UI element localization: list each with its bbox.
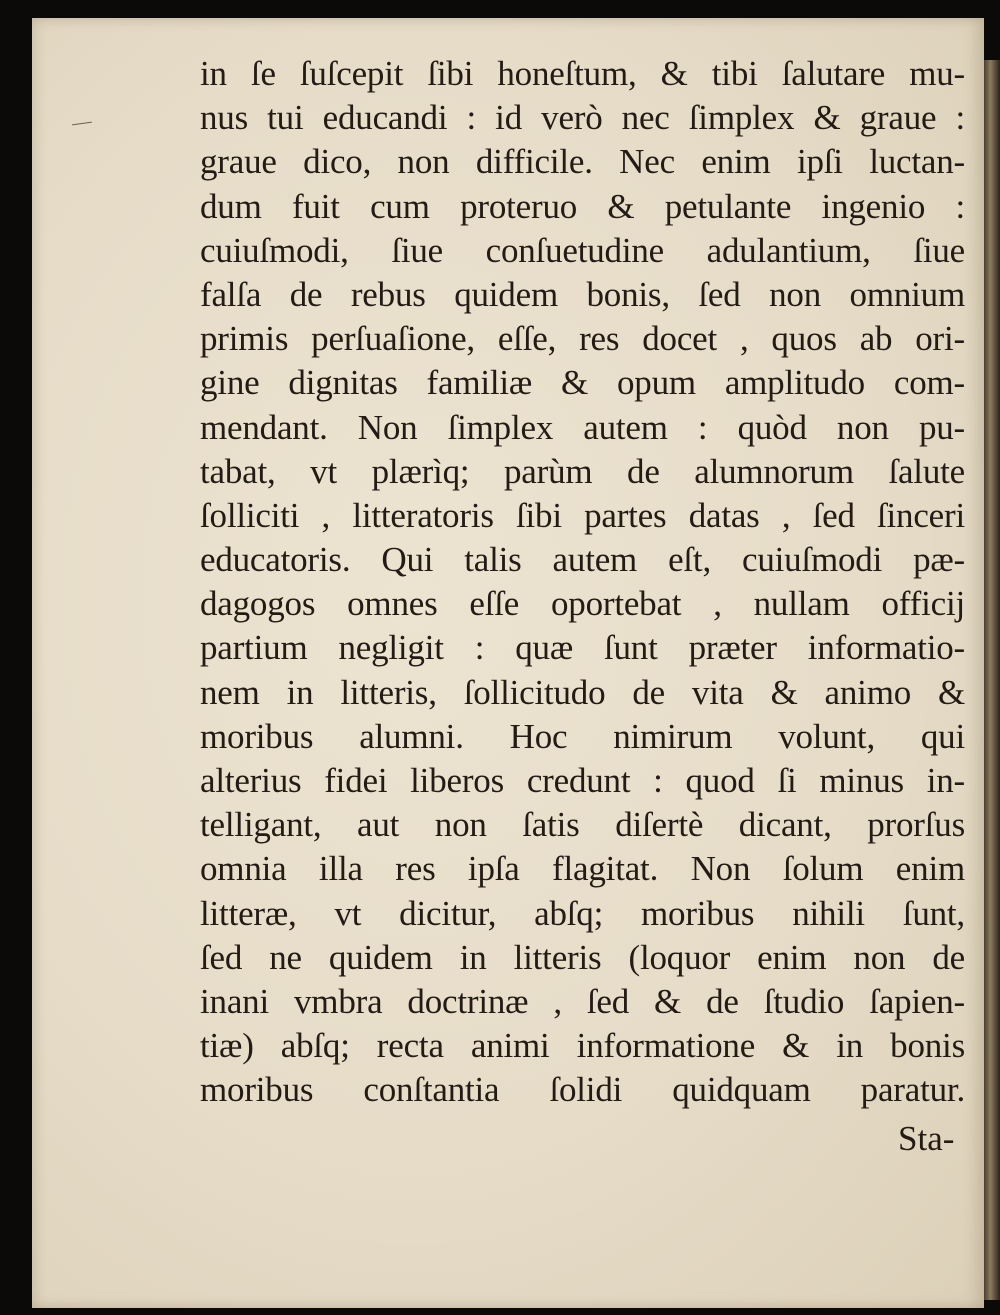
text-line: falſa de rebus quidem bonis, ſed non omnium (200, 274, 965, 314)
text-line: cuiuſmodi, ſiue conſuetudine adulantium, ſiue (200, 230, 965, 270)
text-line: alterius fidei liberos credunt : quod ſi minus in- (200, 761, 965, 800)
text-line: dum fuit cum proteruo & petulante ingenio : (200, 186, 965, 226)
text-line: ſolliciti , litteratoris ſibi partes datas , ſed ſinceri (200, 495, 965, 535)
text-line: litteræ, vt dicitur, abſq; moribus nihili ſunt, (200, 893, 965, 933)
text-line: tiæ) abſq; recta animi informatione & in bonis (200, 1026, 965, 1066)
book-edge (984, 60, 1000, 1300)
catchword: Sta- (898, 1119, 955, 1158)
text-line: moribus conſtantia ſolidi quidquam paratur. (200, 1070, 965, 1110)
text-line: educatoris. Qui talis autem eſt, cuiuſmodi pæ- (200, 540, 965, 580)
body-text (200, 52, 965, 1113)
text-line: mendant. Non ſimplex autem : quòd non pu- (200, 407, 965, 447)
text-line: nem in litteris, ſollicitudo de vita & animo & (200, 672, 965, 712)
text-line: partium negligit : quæ ſunt præter informatio- (200, 628, 965, 668)
text-line: ſed ne quidem in litteris (loquor enim non de (200, 937, 965, 977)
text-line: moribus alumni. Hoc nimirum volunt, qui (200, 716, 965, 756)
text-line: omnia illa res ipſa flagitat. Non ſolum enim (200, 849, 965, 889)
text-line: telligant, aut non ſatis diſertè dicant, prorſus (200, 805, 965, 845)
text-line: tabat, vt plærìq; parùm de alumnorum ſalute (200, 451, 965, 491)
text-line: nus tui educandi : id verò nec ſimplex & graue : (200, 98, 965, 138)
text-line: dagogos omnes eſſe oportebat , nullam officij (200, 584, 965, 624)
text-line: inani vmbra doctrinæ , ſed & de ſtudio ſapien- (200, 981, 965, 1021)
text-line: graue dico, non difficile. Nec enim ipſi luctan- (200, 142, 965, 182)
text-line: primis perſuaſione, eſſe, res docet , quos ab ori- (200, 319, 965, 359)
text-line: gine dignitas familiæ & opum amplitudo com- (200, 363, 965, 403)
text-line: in ſe ſuſcepit ſibi honeſtum, & tibi ſalutare mu- (200, 54, 965, 93)
